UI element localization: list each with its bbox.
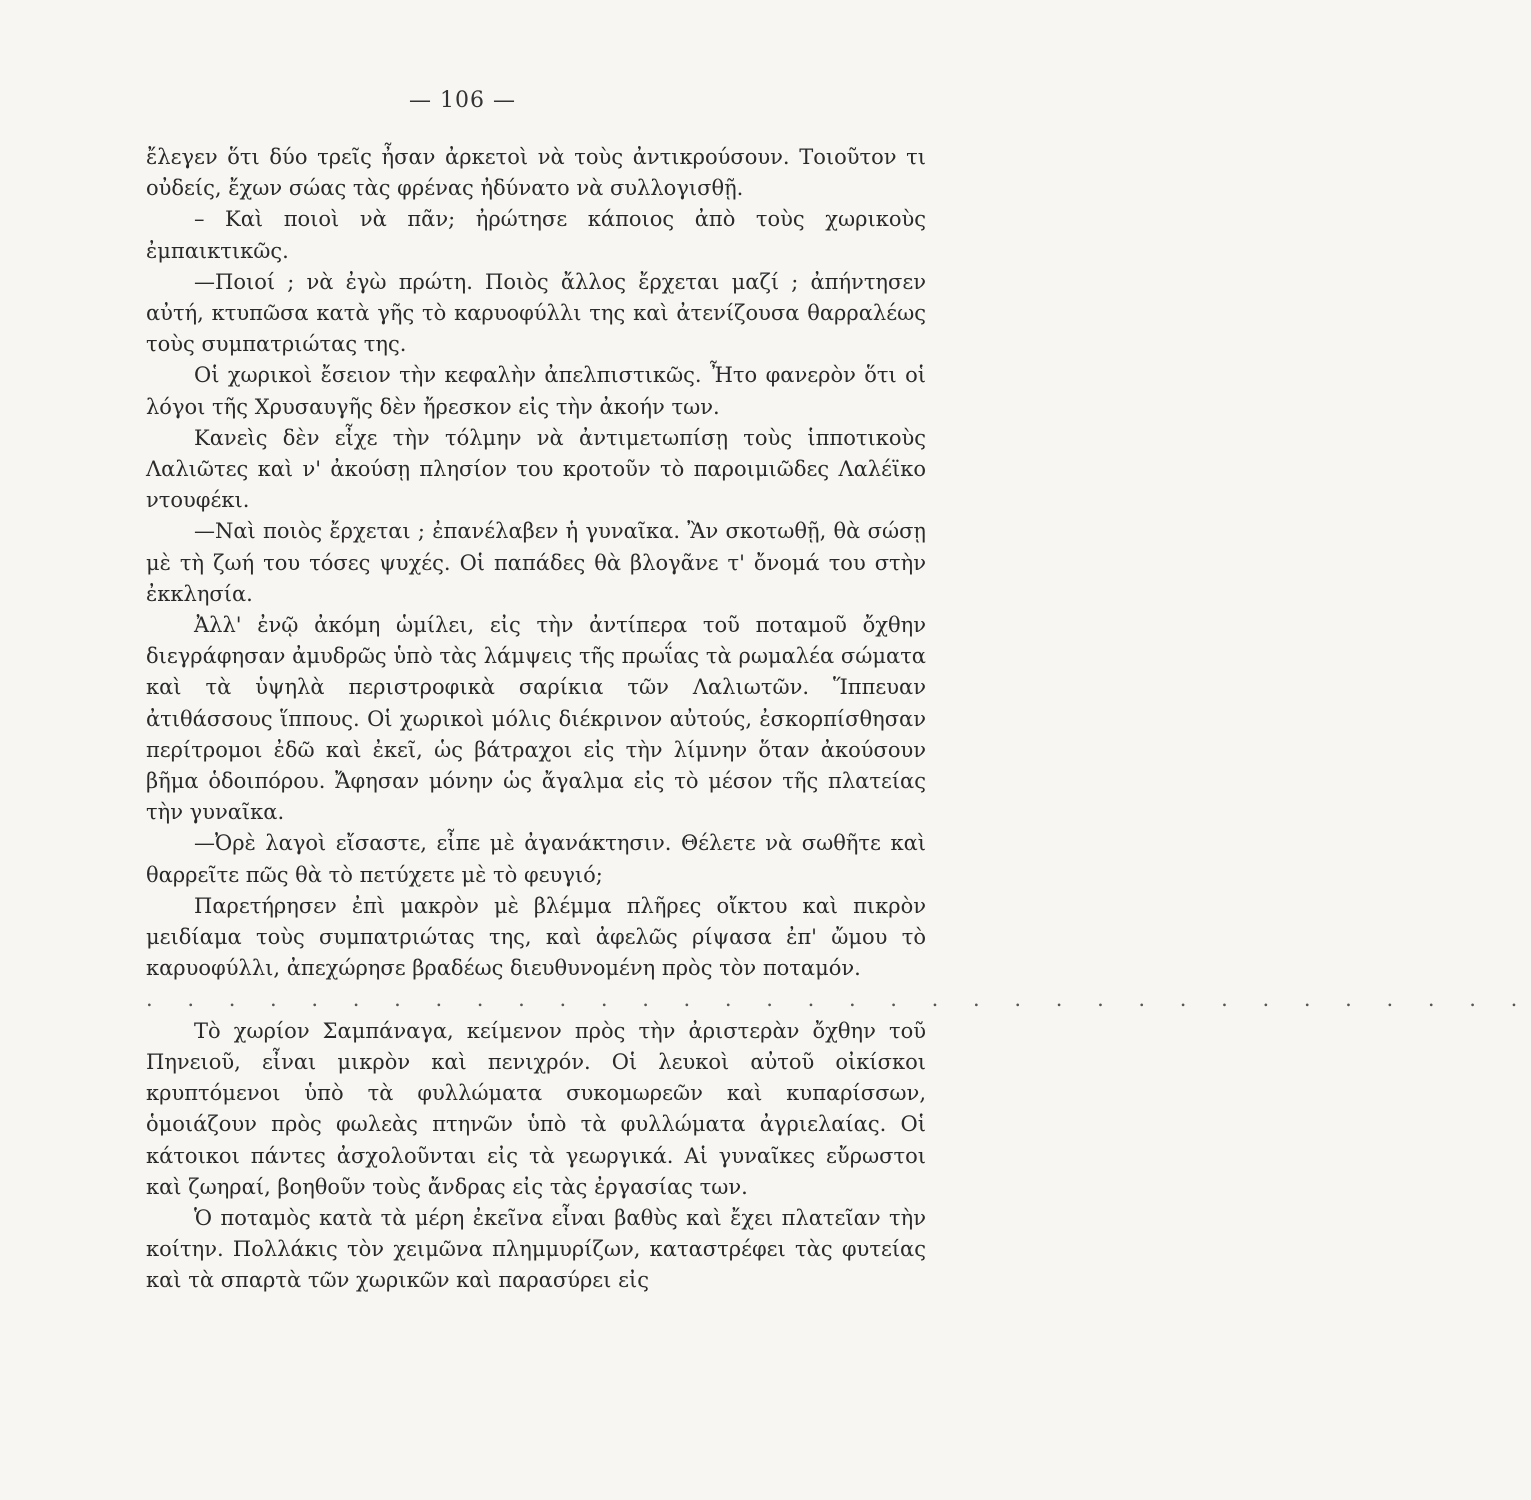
section-separator: . . . . . . . . . . . . . . . . . . . . . . . . . . . . . . . . . . xyxy=(146,987,1531,1012)
paragraph: Παρετήρησεν ἐπὶ μακρὸν μὲ βλέμμα πλῆρες οἴκτου καὶ πικρὸν μειδίαμα τοὺς συμπατριώτας της, καὶ ἀφελῶς ρίψασα ἐπ' ὤμου τὸ καρυοφύλλι, ἀπεχώρησε βραδέως διευθυνομένη πρὸς τὸν ποταμόν. xyxy=(146,893,926,981)
paragraph: Οἱ χωρικοὶ ἔσειον τὴν κεφαλὴν ἀπελπιστικῶς. Ἦτο φανερὸν ὅτι οἱ λόγοι τῆς Χρυσαυγῆς δὲν ἤρεσκον εἰς τὴν ἀκοήν των. xyxy=(146,363,926,419)
paragraph: —Ὀρὲ λαγοὶ εἴσαστε, εἶπε μὲ ἀγανάκτησιν. Θέλετε νὰ σωθῆτε καὶ θαρρεῖτε πῶς θὰ τὸ πετύχετε μὲ τὸ φευγιό; xyxy=(146,831,926,887)
paragraph: ἔλεγεν ὅτι δύο τρεῖς ἦσαν ἀρκετοὶ νὰ τοὺς ἀντικρούσουν. Τοιοῦτον τι οὐδείς, ἔχων σώας τὰς φρένας ἠδύνατο νὰ συλλογισθῇ. xyxy=(146,145,926,201)
page-text xyxy=(146,142,1531,1297)
page-number: — 106 — xyxy=(409,88,516,113)
paragraph: Ὁ ποταμὸς κατὰ τὰ μέρη ἐκεῖνα εἶναι βαθὺς καὶ ἔχει πλατεῖαν τὴν κοίτην. Πολλάκις τὸν χειμῶνα πλημμυρίζων, καταστρέφει τὰς φυτείας καὶ τὰ σπαρτὰ τῶν χωρικῶν καὶ παρασύρει εἰς xyxy=(146,1205,926,1293)
paragraph: – Καὶ ποιοὶ νὰ πᾶν; ἠρώτησε κάποιος ἀπὸ τοὺς χωρικοὺς ἐμπαικτικῶς. xyxy=(146,207,926,263)
paragraph: Τὸ χωρίον Σαμπάναγα, κείμενον πρὸς τὴν ἀριστερὰν ὄχθην τοῦ Πηνειοῦ, εἶναι μικρὸν καὶ πενιχρόν. Οἱ λευκοὶ αὐτοῦ οἰκίσκοι κρυπτόμενοι ὑπὸ τὰ φυλλώματα συκομωρεῶν καὶ κυπαρίσσων, ὁμοιάζουν πρὸς φωλεὰς πτηνῶν ὑπὸ τὰ φυλλώματα ἀγριελαίας. Οἱ κάτοικοι πάντες ἀσχολοῦνται εἰς τὰ γεωργικά. Αἱ γυναῖκες εὔρωστοι καὶ ζωηραί, βοηθοῦν τοὺς ἄνδρας εἰς τὰς ἐργασίας των. xyxy=(146,1018,926,1199)
paragraph: Ἀλλ' ἐνῷ ἀκόμη ὡμίλει, εἰς τὴν ἀντίπερα τοῦ ποταμοῦ ὄχθην διεγράφησαν ἀμυδρῶς ὑπὸ τὰς λάμψεις τῆς πρωΐας τὰ ρωμαλέα σώματα καὶ τὰ ὑψηλὰ περιστροφικὰ σαρίκια τῶν Λαλιωτῶν. Ἵππευαν ἀτιθάσσους ἵππους. Οἱ χωρικοὶ μόλις διέκρινον αὐτούς, ἐσκορπίσθησαν περίτρομοι ἐδῶ καὶ ἐκεῖ, ὡς βάτραχοι εἰς τὴν λίμνην ὅταν ἀκούσουν βῆμα ὁδοιπόρου. Ἄφησαν μόνην ὡς ἄγαλμα εἰς τὸ μέσον τῆς πλατείας τὴν γυναῖκα. xyxy=(146,613,926,825)
paragraph: —Ποιοί ; νὰ ἐγὼ πρώτη. Ποιὸς ἄλλος ἔρχεται μαζί ; ἀπήντησεν αὐτή, κτυπῶσα κατὰ γῆς τὸ καρυοφύλλι της καὶ ἀτενίζουσα θαρραλέως τοὺς συμπατριώτας της. xyxy=(146,269,926,357)
paragraph: Κανεὶς δὲν εἶχε τὴν τόλμην νὰ ἀντιμετωπίσῃ τοὺς ἱπποτικοὺς Λαλιῶτες καὶ ν' ἀκούσῃ πλησίον του κροτοῦν τὸ παροιμιῶδες Λαλέϊκο ντουφέκι. xyxy=(146,425,926,513)
paragraph: —Ναὶ ποιὸς ἔρχεται ; ἐπανέλαβεν ἡ γυναῖκα. Ἂν σκοτωθῇ, θὰ σώσῃ μὲ τὴ ζωή του τόσες ψυχές. Οἱ παπάδες θὰ βλογᾶνε τ' ὄνομά του στὴν ἐκκλησία. xyxy=(146,519,926,606)
